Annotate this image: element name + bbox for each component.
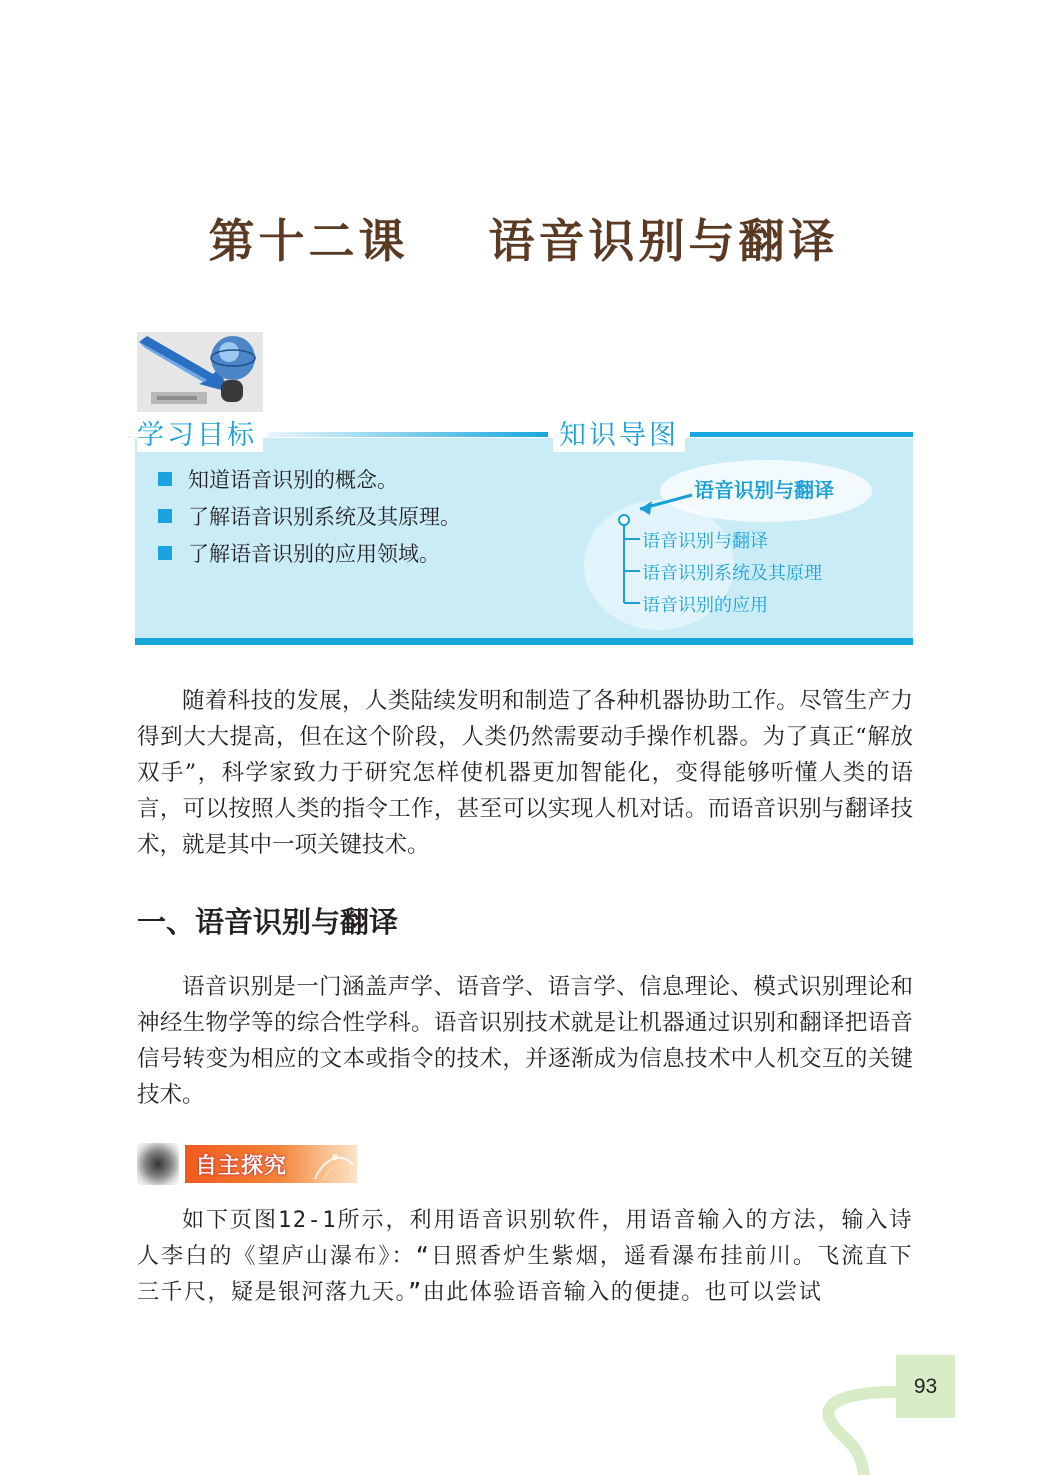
page-number: 93 bbox=[896, 1355, 955, 1418]
goal-list bbox=[158, 460, 461, 571]
goal-item bbox=[158, 534, 461, 571]
knowledge-map-branch: 语音识别与翻译 bbox=[642, 531, 768, 552]
square-bullet-icon bbox=[158, 472, 172, 486]
header-divider-right bbox=[690, 432, 913, 437]
section-paragraph: 语音识别是一门涵盖声学、语音学、语言学、信息理论、模式识别理论和神经生物学等的综合性学科。语音识别技术就是让机器通过识别和翻译把语音信号转变为相应的文本或指令的技术，并逐渐成为信息技术中人机交互的关键技术。 bbox=[137, 974, 913, 1108]
learning-goals-heading: 学习目标 bbox=[137, 413, 263, 452]
knowledge-map-root: 语音识别与翻译 bbox=[694, 478, 834, 502]
explore-mark-icon bbox=[137, 1143, 179, 1185]
section-heading: 一、语音识别与翻译 bbox=[137, 905, 399, 939]
explore-label: 自主探究 bbox=[195, 1154, 288, 1179]
knowledge-map-branch: 语音识别系统及其原理 bbox=[642, 563, 822, 584]
explore-paragraph: 如下页图12-1所示，利用语音识别软件，用语音输入的方法，输入诗人李白的《望庐山瀑布》：“日照香炉生紫烟，遥看瀑布挂前川。飞流直下三千尺，疑是银河落九天。”由此体验语音输入的便捷。也可以尝试 bbox=[137, 1208, 913, 1305]
intro-paragraph: 随着科技的发展，人类陆续发明和制造了各种机器协助工作。尽管生产力得到大大提高，但在这个阶段，人类仍然需要动手操作机器。为了真正“解放双手”，科学家致力于研究怎样使机器更加智能化，变得能够听懂人类的语言，可以按照人类的指令工作，甚至可以实现人机对话。而语音识别与翻译技术，就是其中一项关键技术。 bbox=[137, 688, 913, 858]
lesson-title bbox=[0, 205, 1047, 271]
panel-bottom-bar bbox=[135, 638, 913, 645]
goal-item bbox=[158, 497, 461, 534]
lesson-number: 第十二课 bbox=[208, 214, 409, 268]
header-divider-left bbox=[268, 432, 548, 437]
knowledge-map-branch: 语音识别的应用 bbox=[642, 595, 768, 616]
lesson-name: 语音识别与翻译 bbox=[488, 214, 839, 268]
goal-text: 了解语音识别系统及其原理。 bbox=[188, 504, 461, 529]
goal-text: 了解语音识别的应用领域。 bbox=[188, 541, 440, 566]
square-bullet-icon bbox=[158, 509, 172, 523]
knowledge-map-heading: 知识导图 bbox=[553, 413, 685, 452]
lesson-logo-image bbox=[137, 332, 263, 412]
square-bullet-icon bbox=[158, 546, 172, 560]
goal-text: 知道语音识别的概念。 bbox=[188, 467, 398, 492]
globe-arrow-icon bbox=[137, 332, 263, 412]
goal-item bbox=[158, 460, 461, 497]
explore-badge bbox=[137, 1143, 357, 1185]
